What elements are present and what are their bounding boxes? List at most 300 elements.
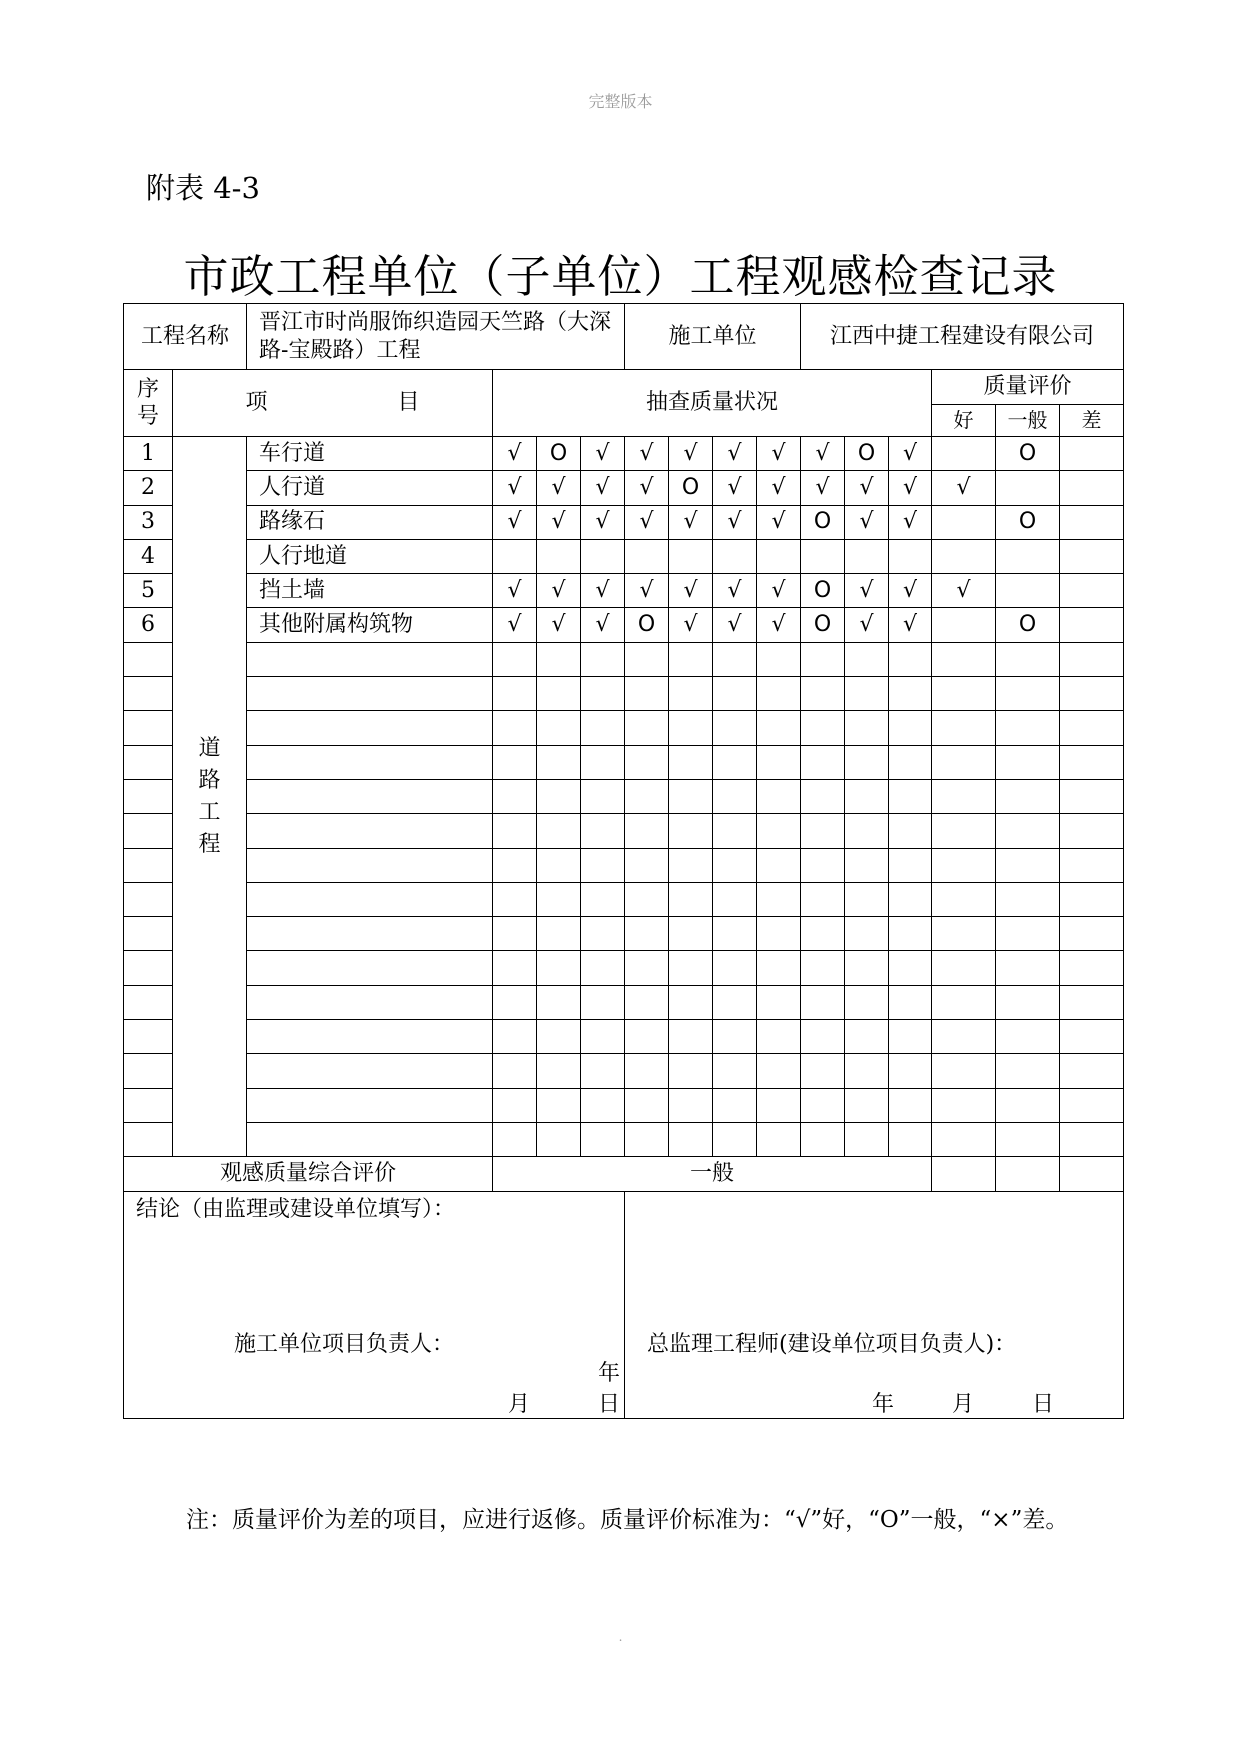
row-item-name bbox=[247, 1088, 493, 1122]
row-number bbox=[124, 882, 173, 916]
inspection-mark bbox=[845, 1054, 889, 1088]
column-header-row bbox=[124, 370, 1124, 405]
rating-poor bbox=[1060, 642, 1124, 676]
inspection-mark bbox=[625, 745, 669, 779]
inspection-mark bbox=[801, 711, 845, 745]
inspection-mark bbox=[845, 677, 889, 711]
inspection-mark bbox=[757, 1020, 801, 1054]
page-title: 市政工程单位（子单位）工程观感检查记录 bbox=[183, 250, 1058, 303]
item-header-a: 项 bbox=[245, 390, 268, 416]
inspection-mark: √ bbox=[581, 505, 625, 539]
overall-fair bbox=[996, 1157, 1060, 1192]
inspection-mark bbox=[757, 882, 801, 916]
inspection-mark bbox=[581, 1088, 625, 1122]
rating-good bbox=[932, 1122, 996, 1156]
appendix-label: 附表 4-3 bbox=[146, 171, 260, 205]
row-item-name bbox=[247, 951, 493, 985]
row-item-name bbox=[247, 848, 493, 882]
inspection-mark: √ bbox=[713, 471, 757, 505]
rating-good bbox=[932, 848, 996, 882]
inspection-mark bbox=[581, 711, 625, 745]
row-number: 3 bbox=[124, 505, 173, 539]
inspection-mark bbox=[801, 985, 845, 1019]
row-item-name bbox=[247, 814, 493, 848]
inspection-mark bbox=[889, 848, 932, 882]
inspection-mark bbox=[625, 642, 669, 676]
row-item-name bbox=[247, 745, 493, 779]
inspection-mark: √ bbox=[537, 608, 581, 642]
inspection-mark bbox=[889, 745, 932, 779]
rating-good: √ bbox=[932, 471, 996, 505]
inspection-mark bbox=[581, 779, 625, 813]
inspection-mark bbox=[713, 814, 757, 848]
table-row bbox=[124, 745, 1124, 779]
inspection-mark: √ bbox=[493, 437, 537, 471]
inspection-mark: √ bbox=[581, 437, 625, 471]
inspection-mark bbox=[669, 1122, 713, 1156]
inspection-mark bbox=[845, 711, 889, 745]
inspection-mark bbox=[537, 814, 581, 848]
inspection-mark bbox=[493, 951, 537, 985]
evaluation-header: 质量评价 bbox=[932, 370, 1124, 405]
inspection-mark bbox=[801, 745, 845, 779]
row-number: 6 bbox=[124, 608, 173, 642]
inspection-mark bbox=[801, 1054, 845, 1088]
inspection-mark bbox=[889, 1088, 932, 1122]
inspection-mark bbox=[625, 951, 669, 985]
inspection-mark bbox=[845, 814, 889, 848]
date-month: 月 bbox=[508, 1392, 531, 1418]
inspection-mark bbox=[625, 1122, 669, 1156]
inspection-mark: O bbox=[801, 608, 845, 642]
rating-good bbox=[932, 539, 996, 573]
inspection-mark bbox=[757, 539, 801, 573]
rating-good bbox=[932, 951, 996, 985]
inspection-mark bbox=[801, 1088, 845, 1122]
inspection-mark bbox=[537, 1122, 581, 1156]
inspection-mark bbox=[669, 1088, 713, 1122]
rating-poor bbox=[1060, 608, 1124, 642]
inspection-mark bbox=[757, 1054, 801, 1088]
header-info-row bbox=[124, 304, 1124, 370]
inspection-mark bbox=[581, 985, 625, 1019]
inspection-mark: √ bbox=[581, 574, 625, 608]
inspection-mark bbox=[493, 1020, 537, 1054]
inspection-mark bbox=[713, 1054, 757, 1088]
row-item-name bbox=[247, 1020, 493, 1054]
inspection-mark bbox=[669, 539, 713, 573]
inspection-mark bbox=[845, 848, 889, 882]
inspection-mark: √ bbox=[757, 437, 801, 471]
row-number bbox=[124, 745, 173, 779]
table-row bbox=[124, 814, 1124, 848]
row-number bbox=[124, 677, 173, 711]
inspection-mark bbox=[801, 779, 845, 813]
inspection-mark bbox=[537, 917, 581, 951]
row-item-name bbox=[247, 711, 493, 745]
inspection-mark: √ bbox=[757, 608, 801, 642]
inspection-mark bbox=[537, 539, 581, 573]
inspection-mark bbox=[669, 1020, 713, 1054]
rating-poor bbox=[1060, 711, 1124, 745]
inspection-mark bbox=[669, 677, 713, 711]
inspection-mark bbox=[845, 882, 889, 916]
inspection-mark: √ bbox=[713, 505, 757, 539]
row-item-name: 人行地道 bbox=[247, 539, 493, 573]
rating-fair bbox=[996, 848, 1060, 882]
overall-value: 一般 bbox=[493, 1157, 932, 1192]
inspection-mark bbox=[713, 882, 757, 916]
inspection-mark bbox=[757, 1122, 801, 1156]
row-number bbox=[124, 951, 173, 985]
date-year: 年 bbox=[598, 1361, 621, 1387]
rating-good bbox=[932, 505, 996, 539]
inspection-table bbox=[123, 303, 1124, 1419]
inspection-mark bbox=[581, 642, 625, 676]
inspection-mark bbox=[537, 1054, 581, 1088]
conclusion-right bbox=[625, 1192, 1124, 1419]
rating-good bbox=[932, 677, 996, 711]
conclusion-left bbox=[124, 1192, 625, 1419]
table-row bbox=[124, 539, 1124, 573]
inspection-mark bbox=[757, 642, 801, 676]
inspection-mark bbox=[493, 642, 537, 676]
inspection-mark bbox=[493, 917, 537, 951]
row-item-name: 挡土墙 bbox=[247, 574, 493, 608]
conclusion-label: 结论（由监理或建设单位填写）： bbox=[136, 1197, 456, 1223]
rating-fair bbox=[996, 1020, 1060, 1054]
row-number: 5 bbox=[124, 574, 173, 608]
inspection-mark bbox=[845, 745, 889, 779]
inspection-mark: √ bbox=[845, 505, 889, 539]
inspection-mark bbox=[889, 677, 932, 711]
row-item-name bbox=[247, 882, 493, 916]
contractor-value: 江西中捷工程建设有限公司 bbox=[801, 304, 1124, 370]
inspection-mark bbox=[845, 985, 889, 1019]
inspection-mark: √ bbox=[889, 471, 932, 505]
row-number bbox=[124, 1122, 173, 1156]
inspection-mark bbox=[669, 917, 713, 951]
inspection-mark bbox=[493, 745, 537, 779]
rating-good bbox=[932, 779, 996, 813]
inspection-mark bbox=[581, 1122, 625, 1156]
rating-good bbox=[932, 814, 996, 848]
inspection-mark bbox=[669, 814, 713, 848]
rating-good bbox=[932, 917, 996, 951]
fair-header: 一般 bbox=[996, 405, 1060, 437]
rating-good bbox=[932, 882, 996, 916]
rating-fair bbox=[996, 539, 1060, 573]
inspection-mark bbox=[669, 985, 713, 1019]
inspection-mark bbox=[581, 814, 625, 848]
inspection-mark: √ bbox=[889, 574, 932, 608]
seq-header: 序号 bbox=[124, 370, 173, 437]
inspection-mark bbox=[889, 814, 932, 848]
table-row bbox=[124, 848, 1124, 882]
category-char: 道 bbox=[198, 735, 221, 761]
inspection-mark bbox=[713, 917, 757, 951]
inspection-mark: √ bbox=[801, 471, 845, 505]
inspection-mark bbox=[801, 814, 845, 848]
table-row bbox=[124, 951, 1124, 985]
inspection-mark bbox=[581, 1020, 625, 1054]
inspection-mark bbox=[669, 711, 713, 745]
rating-poor bbox=[1060, 1088, 1124, 1122]
inspection-mark bbox=[581, 917, 625, 951]
inspection-mark bbox=[801, 917, 845, 951]
inspection-mark bbox=[493, 985, 537, 1019]
inspection-mark bbox=[757, 779, 801, 813]
row-number bbox=[124, 985, 173, 1019]
inspection-mark bbox=[713, 1088, 757, 1122]
project-name-label: 工程名称 bbox=[124, 304, 247, 370]
inspection-mark bbox=[845, 1122, 889, 1156]
watermark: 完整版本 bbox=[588, 92, 653, 111]
inspection-mark bbox=[889, 951, 932, 985]
rating-fair bbox=[996, 985, 1060, 1019]
table-row bbox=[124, 471, 1124, 505]
inspection-mark: O bbox=[801, 574, 845, 608]
inspection-mark bbox=[625, 779, 669, 813]
inspection-mark: √ bbox=[581, 471, 625, 505]
rating-fair: O bbox=[996, 437, 1060, 471]
inspection-mark: √ bbox=[889, 437, 932, 471]
inspection-mark: √ bbox=[713, 608, 757, 642]
inspection-mark bbox=[757, 1088, 801, 1122]
inspection-mark bbox=[889, 917, 932, 951]
conclusion-row bbox=[124, 1192, 1124, 1419]
inspection-mark bbox=[537, 848, 581, 882]
row-number: 1 bbox=[124, 437, 173, 471]
rating-poor bbox=[1060, 437, 1124, 471]
row-item-name bbox=[247, 642, 493, 676]
inspection-mark bbox=[713, 848, 757, 882]
inspection-mark bbox=[889, 985, 932, 1019]
inspection-mark bbox=[713, 677, 757, 711]
inspection-mark bbox=[757, 745, 801, 779]
inspection-mark bbox=[713, 745, 757, 779]
category-char: 程 bbox=[198, 831, 221, 857]
rating-good bbox=[932, 1054, 996, 1088]
inspection-mark bbox=[537, 882, 581, 916]
table-row bbox=[124, 608, 1124, 642]
contractor-manager-label: 施工单位项目负责人： bbox=[234, 1332, 455, 1358]
row-number bbox=[124, 1020, 173, 1054]
date-month: 月 bbox=[952, 1392, 975, 1418]
inspection-mark bbox=[757, 814, 801, 848]
inspection-mark bbox=[625, 882, 669, 916]
rating-fair bbox=[996, 677, 1060, 711]
rating-poor bbox=[1060, 985, 1124, 1019]
inspection-mark bbox=[845, 642, 889, 676]
inspection-mark bbox=[493, 1122, 537, 1156]
inspection-mark bbox=[581, 951, 625, 985]
inspection-mark bbox=[801, 1122, 845, 1156]
rating-fair bbox=[996, 1122, 1060, 1156]
table-row bbox=[124, 642, 1124, 676]
inspection-mark bbox=[889, 1020, 932, 1054]
inspection-mark bbox=[713, 711, 757, 745]
inspection-mark bbox=[625, 1054, 669, 1088]
inspection-mark bbox=[493, 779, 537, 813]
inspection-mark: O bbox=[625, 608, 669, 642]
rating-good: √ bbox=[932, 574, 996, 608]
rating-poor bbox=[1060, 539, 1124, 573]
rating-poor bbox=[1060, 951, 1124, 985]
rating-poor bbox=[1060, 882, 1124, 916]
category-char: 工 bbox=[198, 799, 221, 825]
inspection-mark bbox=[625, 1088, 669, 1122]
row-item-name: 其他附属构筑物 bbox=[247, 608, 493, 642]
good-header: 好 bbox=[932, 405, 996, 437]
inspection-mark bbox=[669, 1054, 713, 1088]
inspection-mark bbox=[757, 917, 801, 951]
inspection-mark bbox=[537, 677, 581, 711]
inspection-mark bbox=[845, 951, 889, 985]
rating-poor bbox=[1060, 848, 1124, 882]
inspection-mark: √ bbox=[757, 574, 801, 608]
inspection-mark: √ bbox=[801, 437, 845, 471]
category-char: 路 bbox=[198, 767, 221, 793]
rating-poor bbox=[1060, 1020, 1124, 1054]
rating-fair bbox=[996, 1054, 1060, 1088]
inspection-mark: √ bbox=[669, 608, 713, 642]
inspection-mark bbox=[889, 1122, 932, 1156]
overall-row bbox=[124, 1157, 1124, 1192]
date-day: 日 bbox=[598, 1392, 621, 1418]
inspection-mark bbox=[801, 539, 845, 573]
inspection-mark bbox=[757, 677, 801, 711]
table-row bbox=[124, 985, 1124, 1019]
inspection-mark bbox=[537, 745, 581, 779]
inspection-mark bbox=[713, 539, 757, 573]
inspection-mark bbox=[581, 677, 625, 711]
inspection-mark bbox=[757, 951, 801, 985]
inspection-mark: √ bbox=[625, 574, 669, 608]
inspection-mark: √ bbox=[537, 505, 581, 539]
inspection-mark: √ bbox=[889, 505, 932, 539]
inspection-mark bbox=[581, 848, 625, 882]
overall-poor bbox=[1060, 1157, 1124, 1192]
rating-good bbox=[932, 985, 996, 1019]
inspection-mark bbox=[669, 951, 713, 985]
inspection-mark: √ bbox=[493, 471, 537, 505]
inspection-header: 抽查质量状况 bbox=[493, 370, 932, 437]
inspection-mark: √ bbox=[537, 574, 581, 608]
rating-good bbox=[932, 437, 996, 471]
date-day: 日 bbox=[1032, 1392, 1055, 1418]
row-item-name: 车行道 bbox=[247, 437, 493, 471]
inspection-mark bbox=[801, 882, 845, 916]
row-number bbox=[124, 711, 173, 745]
inspection-mark bbox=[493, 882, 537, 916]
footer-mark: . bbox=[618, 1630, 623, 1644]
inspection-mark: O bbox=[537, 437, 581, 471]
row-item-name bbox=[247, 1122, 493, 1156]
inspection-mark: √ bbox=[845, 574, 889, 608]
rating-fair bbox=[996, 1088, 1060, 1122]
table-row bbox=[124, 677, 1124, 711]
inspection-mark bbox=[493, 711, 537, 745]
inspection-mark: √ bbox=[669, 574, 713, 608]
inspection-mark: √ bbox=[757, 505, 801, 539]
rating-poor bbox=[1060, 745, 1124, 779]
chief-supervisor-label: 总监理工程师(建设单位项目负责人)： bbox=[647, 1332, 1017, 1358]
inspection-mark bbox=[889, 539, 932, 573]
inspection-mark bbox=[625, 985, 669, 1019]
inspection-mark bbox=[669, 848, 713, 882]
inspection-mark: √ bbox=[757, 471, 801, 505]
table-row bbox=[124, 882, 1124, 916]
project-name-value: 晋江市时尚服饰织造园天竺路（大深路-宝殿路）工程 bbox=[247, 304, 625, 370]
row-number: 4 bbox=[124, 539, 173, 573]
row-item-name bbox=[247, 917, 493, 951]
inspection-mark bbox=[537, 642, 581, 676]
inspection-mark bbox=[581, 882, 625, 916]
inspection-mark bbox=[493, 1088, 537, 1122]
inspection-mark: √ bbox=[625, 437, 669, 471]
item-header bbox=[173, 370, 493, 437]
inspection-mark bbox=[757, 848, 801, 882]
inspection-mark: O bbox=[845, 437, 889, 471]
inspection-mark bbox=[493, 1054, 537, 1088]
inspection-mark: √ bbox=[493, 505, 537, 539]
table-row bbox=[124, 574, 1124, 608]
rating-good bbox=[932, 1088, 996, 1122]
inspection-mark: √ bbox=[625, 505, 669, 539]
inspection-mark bbox=[625, 1020, 669, 1054]
rating-good bbox=[932, 642, 996, 676]
inspection-mark bbox=[537, 711, 581, 745]
inspection-mark bbox=[493, 539, 537, 573]
inspection-mark bbox=[845, 917, 889, 951]
table-row bbox=[124, 779, 1124, 813]
inspection-mark bbox=[801, 1020, 845, 1054]
rating-poor bbox=[1060, 505, 1124, 539]
inspection-mark bbox=[801, 848, 845, 882]
row-number bbox=[124, 1054, 173, 1088]
inspection-mark: √ bbox=[493, 574, 537, 608]
row-number bbox=[124, 779, 173, 813]
rating-fair bbox=[996, 951, 1060, 985]
table-row bbox=[124, 917, 1124, 951]
inspection-mark bbox=[801, 642, 845, 676]
inspection-mark bbox=[537, 1088, 581, 1122]
inspection-mark bbox=[757, 985, 801, 1019]
inspection-mark bbox=[801, 951, 845, 985]
rating-fair bbox=[996, 917, 1060, 951]
inspection-mark bbox=[713, 779, 757, 813]
rating-fair bbox=[996, 574, 1060, 608]
inspection-mark: √ bbox=[669, 437, 713, 471]
rating-poor bbox=[1060, 677, 1124, 711]
rating-poor bbox=[1060, 1054, 1124, 1088]
overall-good bbox=[932, 1157, 996, 1192]
inspection-mark bbox=[581, 1054, 625, 1088]
inspection-mark bbox=[801, 677, 845, 711]
rating-poor bbox=[1060, 779, 1124, 813]
row-item-name: 人行道 bbox=[247, 471, 493, 505]
inspection-mark bbox=[669, 882, 713, 916]
poor-header: 差 bbox=[1060, 405, 1124, 437]
contractor-label: 施工单位 bbox=[625, 304, 801, 370]
inspection-mark bbox=[625, 917, 669, 951]
inspection-mark bbox=[493, 848, 537, 882]
rating-fair: O bbox=[996, 505, 1060, 539]
inspection-mark: √ bbox=[669, 505, 713, 539]
inspection-mark: √ bbox=[581, 608, 625, 642]
row-number bbox=[124, 917, 173, 951]
